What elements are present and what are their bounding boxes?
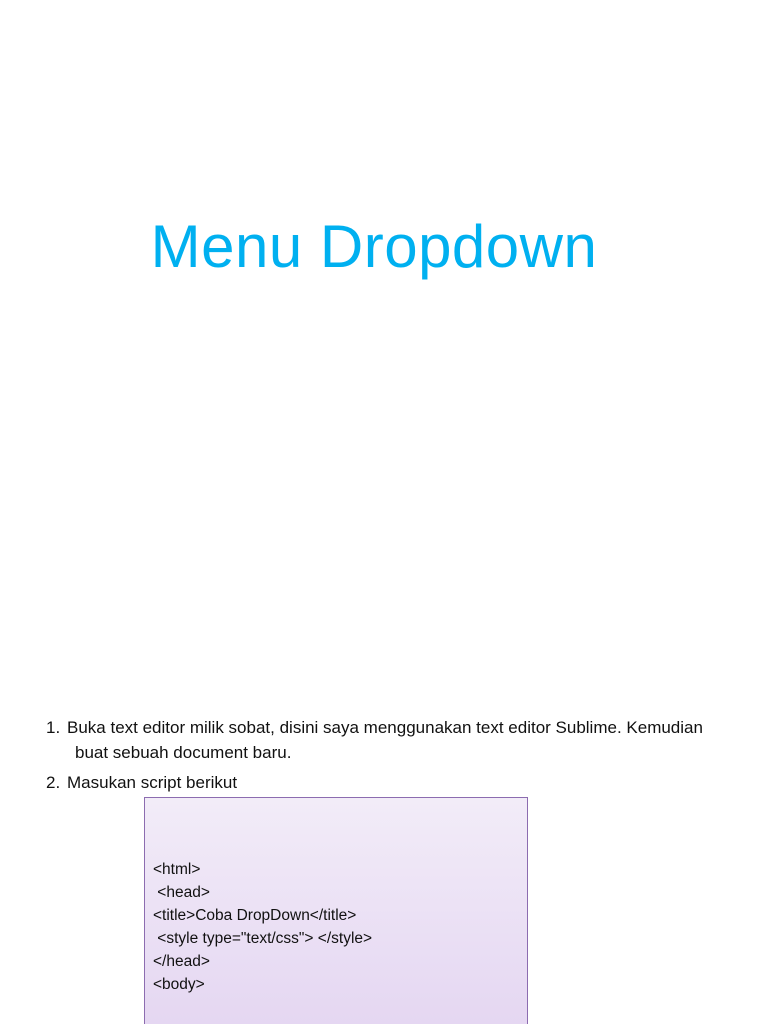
step-number: 1. <box>46 718 61 737</box>
step-text: Masukan script berikut <box>67 773 238 792</box>
code-line: <body> <box>153 976 205 993</box>
list-item <box>46 770 736 795</box>
slide-title: Menu Dropdown <box>150 213 598 280</box>
code-line: <style type="text/css"> </style> <box>153 930 373 947</box>
code-snippet-box <box>144 797 528 1024</box>
code-line: </head> <box>153 953 210 970</box>
instruction-list <box>46 715 736 800</box>
code-line: <title>Coba DropDown</title> <box>153 907 357 924</box>
step-text: Buka text editor milik sobat, disini saya menggunakan text editor Sublime. Kemudian buat sebuah document baru. <box>67 718 703 762</box>
step-number: 2. <box>46 773 61 792</box>
code-line: <html> <box>153 861 201 878</box>
code-line: <head> <box>153 884 210 901</box>
list-item <box>46 715 736 765</box>
